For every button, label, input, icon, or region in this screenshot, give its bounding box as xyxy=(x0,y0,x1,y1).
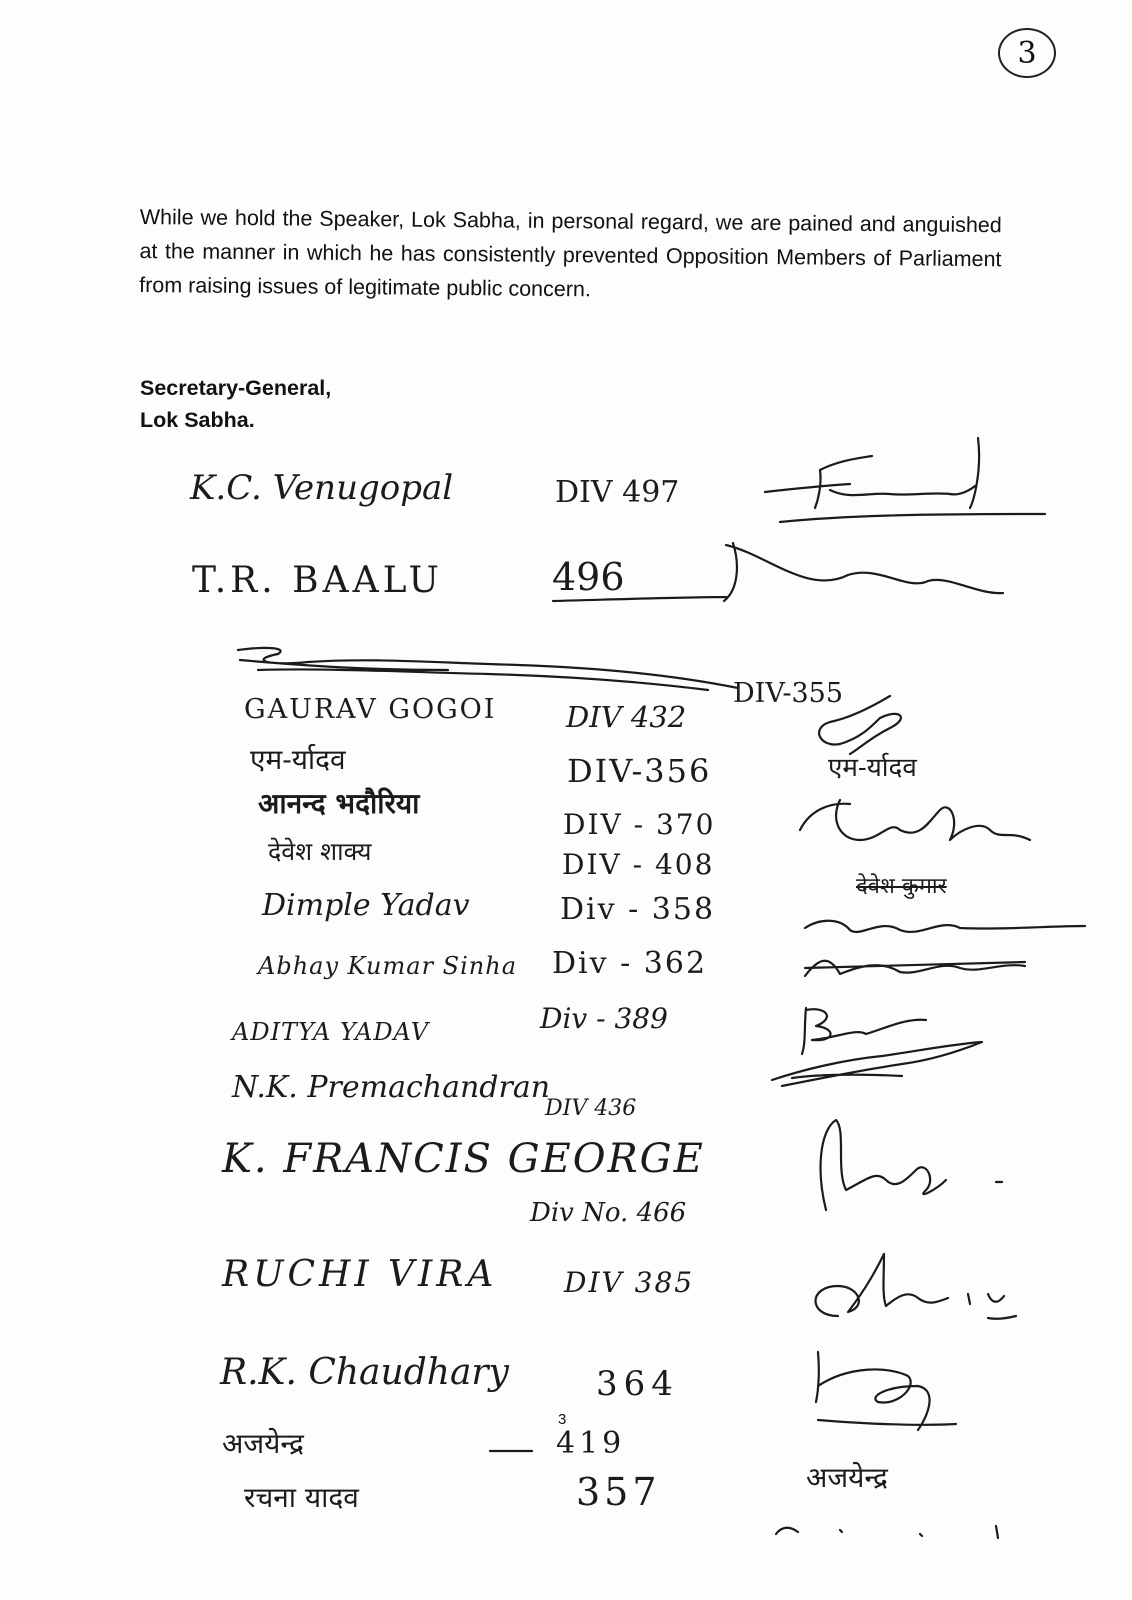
signatory-signature-text: देवेश कुमार xyxy=(856,874,947,899)
signatory-name: देवेश शाक्य xyxy=(268,837,372,866)
handwritten-signature xyxy=(800,946,1030,986)
signatory-div: DIV 436 xyxy=(545,1096,637,1121)
signatory-div: DIV 497 xyxy=(555,475,680,510)
signatory-div: DIV-356 xyxy=(567,752,712,790)
dash-separator xyxy=(486,1446,536,1456)
scribble-strikeout xyxy=(228,640,748,700)
signatory-name: एम-र्यादव xyxy=(250,743,346,776)
addressee-office: Lok Sabha. xyxy=(140,408,255,432)
handwritten-signature xyxy=(798,1246,1018,1326)
body-paragraph: While we hold the Speaker, Lok Sabha, in personal regard, we are pained and anguished at the manner in which he has consistently prevented Opposition Members of Parliament from raising issues of legitimate public concern. xyxy=(139,204,1002,302)
page-number-circle: 3 xyxy=(998,28,1056,78)
signatory-div: Div - 389 xyxy=(540,1002,668,1035)
signatory-div: 419 xyxy=(556,1426,626,1461)
signatory-div: DIV-355 xyxy=(733,678,843,709)
signatory-signature-text: अजयेन्द्र xyxy=(806,1461,888,1494)
signatory-div: DIV - 408 xyxy=(562,848,715,881)
signatory-name: ADITYA YADAV xyxy=(232,1018,430,1046)
addressee-block xyxy=(140,372,331,436)
signatory-name: अजयेन्द्र xyxy=(222,1427,304,1460)
signatory-div: DIV 432 xyxy=(566,700,687,734)
signatory-div: DIV 385 xyxy=(564,1266,695,1299)
signatory-div: 357 xyxy=(576,1470,661,1514)
signatory-div: Div - 358 xyxy=(560,892,716,927)
signatory-name: T.R. BAALU xyxy=(192,560,443,601)
signatory-signature-text: एम-र्यादव xyxy=(828,753,917,783)
handwritten-signature xyxy=(808,1346,958,1436)
signatory-name: K.C. Venugopal xyxy=(190,468,454,508)
signatory-name: Dimple Yadav xyxy=(262,888,470,923)
addressee-title: Secretary-General, xyxy=(140,376,332,400)
signatory-div: Div No. 466 xyxy=(530,1198,687,1228)
signatory-name: Abhay Kumar Sinha xyxy=(258,952,518,980)
handwritten-signature xyxy=(800,908,1090,948)
signatory-div: DIV - 370 xyxy=(563,808,716,841)
signatory-name: K. FRANCIS GEORGE xyxy=(222,1136,705,1182)
signatory-div: Div - 362 xyxy=(552,946,708,981)
signatory-name: आनन्द भदौरिया xyxy=(258,787,420,820)
signatory-name: N.K. Premachandran xyxy=(232,1070,551,1105)
signatory-name: R.K. Chaudhary xyxy=(220,1352,509,1393)
handwritten-signature xyxy=(806,1110,1026,1220)
signatory-name: GAURAV GOGOI xyxy=(244,694,497,725)
scribble-signature xyxy=(762,1030,992,1090)
signatory-name: रचना यादव xyxy=(244,1481,359,1514)
handwritten-signature xyxy=(548,535,1008,615)
signatory-div: 496 xyxy=(552,555,625,599)
handwritten-signature xyxy=(790,790,1040,870)
handwritten-signature xyxy=(760,430,1050,540)
footer-page-number: 3 xyxy=(558,1411,567,1428)
handwritten-signature xyxy=(770,1516,1020,1546)
signatory-div: 364 xyxy=(596,1364,679,1404)
signatory-name: RUCHI VIRA xyxy=(222,1254,498,1295)
